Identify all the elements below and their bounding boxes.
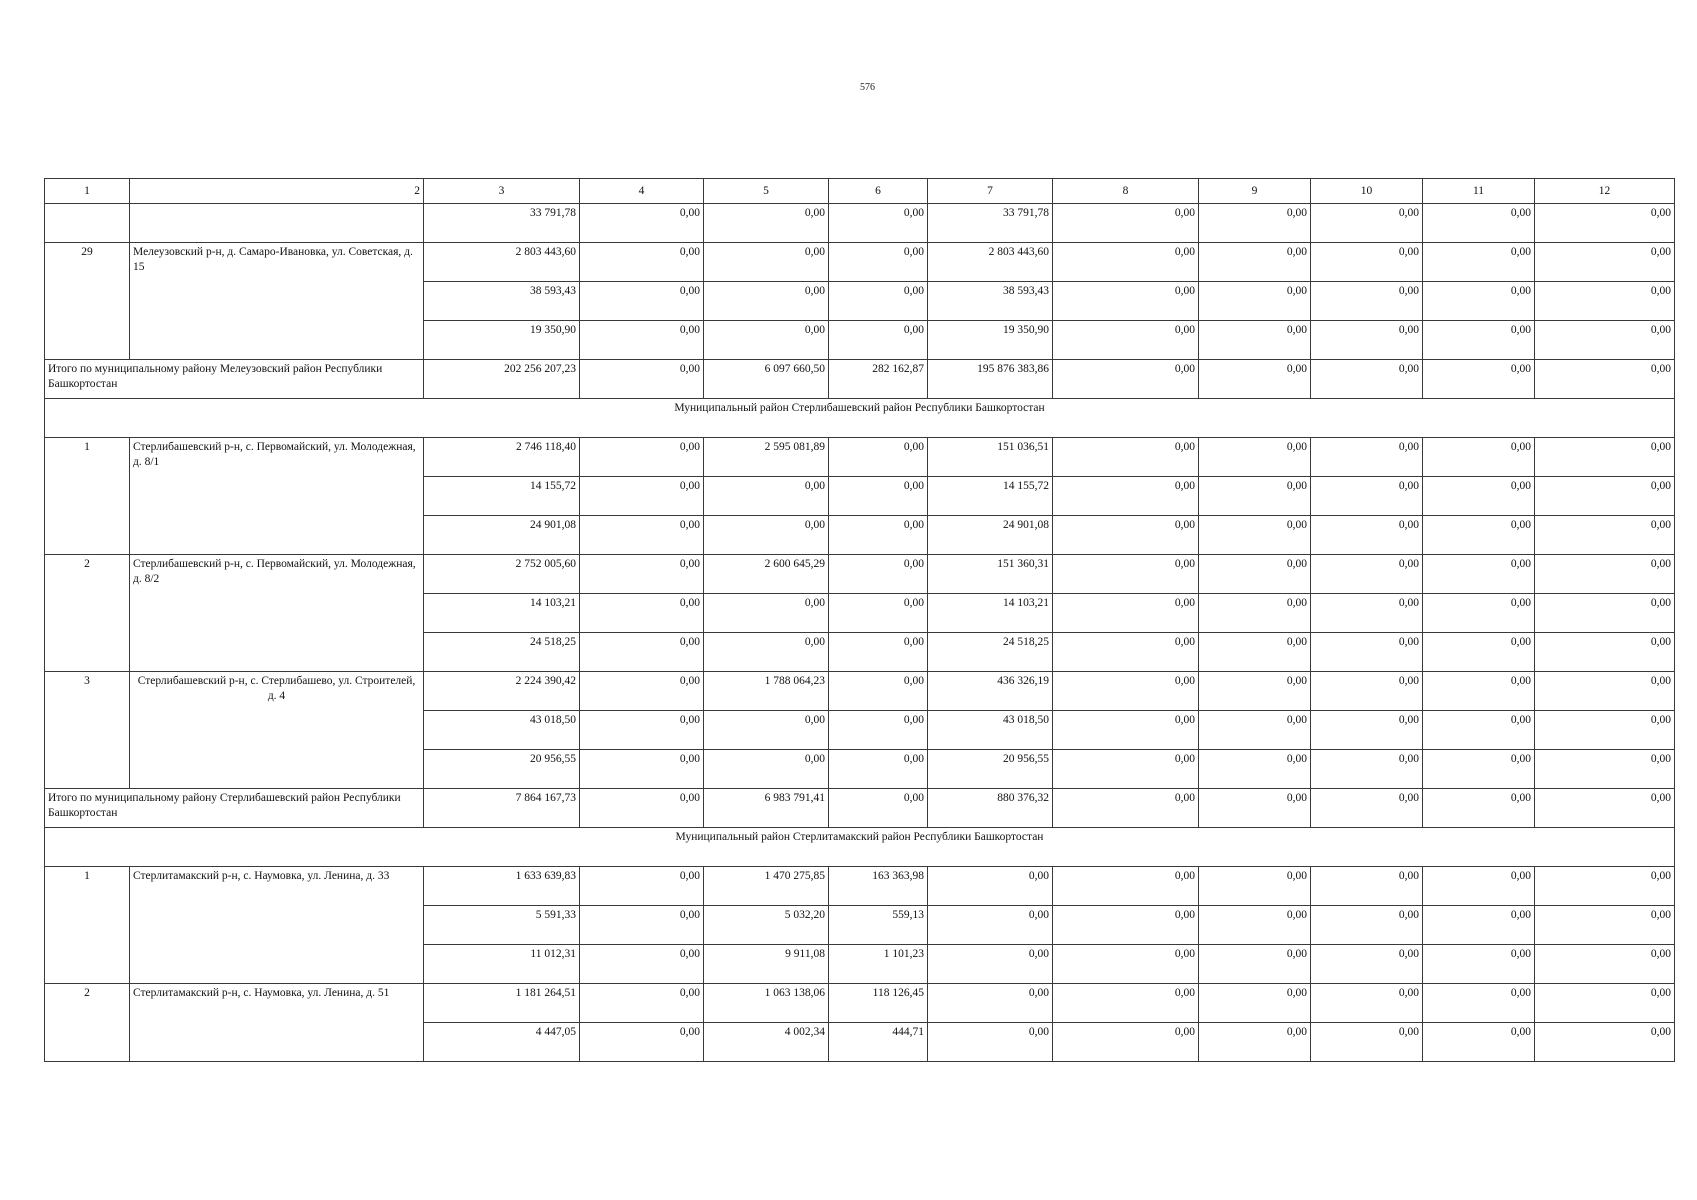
value-cell: 0,00: [1535, 945, 1675, 984]
section-title: Муниципальный район Стерлибашевский район Республики Башкортостан: [45, 399, 1675, 438]
value-cell: 0,00: [1423, 477, 1535, 516]
value-cell: 0,00: [1053, 1023, 1199, 1062]
value-cell: 880 376,32: [928, 789, 1053, 828]
value-cell: 0,00: [829, 555, 928, 594]
value-cell: 0,00: [1053, 984, 1199, 1023]
value-cell: 0,00: [928, 984, 1053, 1023]
value-cell: 1 063 138,06: [704, 984, 829, 1023]
value-cell: 0,00: [1423, 711, 1535, 750]
header-cell: 12: [1535, 179, 1675, 204]
value-cell: 0,00: [1535, 321, 1675, 360]
value-cell: 2 746 118,40: [424, 438, 580, 477]
table-row: [45, 243, 1675, 282]
value-cell: 0,00: [1053, 516, 1199, 555]
value-cell: 4 002,34: [704, 1023, 829, 1062]
value-cell: 0,00: [1053, 789, 1199, 828]
value-cell: 0,00: [580, 789, 704, 828]
value-cell: 24 901,08: [424, 516, 580, 555]
value-cell: 0,00: [1199, 321, 1311, 360]
value-cell: 0,00: [580, 867, 704, 906]
value-cell: 4 447,05: [424, 1023, 580, 1062]
value-cell: 0,00: [1535, 594, 1675, 633]
value-cell: 0,00: [1199, 1023, 1311, 1062]
value-cell: 2 595 081,89: [704, 438, 829, 477]
value-cell: 0,00: [1199, 555, 1311, 594]
value-cell: 0,00: [1053, 321, 1199, 360]
address-cell: Стерлибашевский р-н, с. Первомайский, ул. Молодежная, д. 8/1: [130, 438, 424, 555]
value-cell: 0,00: [1535, 906, 1675, 945]
value-cell: 0,00: [1535, 672, 1675, 711]
value-cell: 0,00: [1535, 789, 1675, 828]
value-cell: 0,00: [1053, 477, 1199, 516]
value-cell: 0,00: [580, 633, 704, 672]
value-cell: 0,00: [829, 477, 928, 516]
value-cell: 0,00: [1311, 360, 1423, 399]
value-cell: 43 018,50: [928, 711, 1053, 750]
value-cell: 0,00: [1199, 711, 1311, 750]
value-cell: 0,00: [1535, 477, 1675, 516]
value-cell: 0,00: [829, 633, 928, 672]
table-row: [45, 555, 1675, 594]
value-cell: 0,00: [1053, 360, 1199, 399]
value-cell: 0,00: [1423, 945, 1535, 984]
value-cell: 5 032,20: [704, 906, 829, 945]
value-cell: 0,00: [1199, 984, 1311, 1023]
value-cell: 20 956,55: [928, 750, 1053, 789]
table-row: [45, 984, 1675, 1023]
value-cell: 1 633 639,83: [424, 867, 580, 906]
budget-table: [44, 178, 1675, 1062]
value-cell: 559,13: [829, 906, 928, 945]
value-cell: 0,00: [1199, 477, 1311, 516]
value-cell: 0,00: [1053, 867, 1199, 906]
value-cell: 0,00: [580, 282, 704, 321]
value-cell: 0,00: [580, 516, 704, 555]
value-cell: 5 591,33: [424, 906, 580, 945]
value-cell: 0,00: [1423, 204, 1535, 243]
row-index: 3: [45, 672, 130, 789]
section-title: Муниципальный район Стерлитамакский район Республики Башкортостан: [45, 828, 1675, 867]
value-cell: 14 155,72: [928, 477, 1053, 516]
value-cell: 14 155,72: [424, 477, 580, 516]
value-cell: 0,00: [829, 282, 928, 321]
row-index: 2: [45, 555, 130, 672]
value-cell: 151 360,31: [928, 555, 1053, 594]
value-cell: 0,00: [1311, 477, 1423, 516]
value-cell: 0,00: [1053, 438, 1199, 477]
value-cell: 0,00: [1535, 360, 1675, 399]
value-cell: 0,00: [1311, 1023, 1423, 1062]
value-cell: 2 600 645,29: [704, 555, 829, 594]
value-cell: 118 126,45: [829, 984, 928, 1023]
value-cell: 6 097 660,50: [704, 360, 829, 399]
page-number: 576: [860, 82, 875, 93]
value-cell: 0,00: [1311, 984, 1423, 1023]
value-cell: 0,00: [1199, 945, 1311, 984]
value-cell: 0,00: [1311, 672, 1423, 711]
header-cell: 1: [45, 179, 130, 204]
value-cell: 0,00: [1199, 438, 1311, 477]
value-cell: 0,00: [1423, 282, 1535, 321]
value-cell: 0,00: [1423, 594, 1535, 633]
value-cell: 0,00: [1199, 204, 1311, 243]
value-cell: 43 018,50: [424, 711, 580, 750]
header-cell: 8: [1053, 179, 1199, 204]
value-cell: 0,00: [1311, 750, 1423, 789]
value-cell: 0,00: [1311, 555, 1423, 594]
value-cell: 0,00: [1053, 594, 1199, 633]
value-cell: 24 518,25: [928, 633, 1053, 672]
value-cell: 0,00: [580, 594, 704, 633]
value-cell: 282 162,87: [829, 360, 928, 399]
value-cell: 0,00: [580, 906, 704, 945]
value-cell: 0,00: [1423, 555, 1535, 594]
table-row: [45, 438, 1675, 477]
value-cell: 0,00: [1199, 594, 1311, 633]
value-cell: 0,00: [1311, 321, 1423, 360]
value-cell: 7 864 167,73: [424, 789, 580, 828]
value-cell: 163 363,98: [829, 867, 928, 906]
value-cell: 444,71: [829, 1023, 928, 1062]
value-cell: 0,00: [1053, 555, 1199, 594]
value-cell: 0,00: [580, 711, 704, 750]
value-cell: 0,00: [1423, 321, 1535, 360]
value-cell: 0,00: [1535, 750, 1675, 789]
value-cell: 0,00: [1053, 243, 1199, 282]
value-cell: 0,00: [928, 945, 1053, 984]
address-cell: Стерлитамакский р-н, с. Наумовка, ул. Ленина, д. 33: [130, 867, 424, 984]
value-cell: 0,00: [829, 438, 928, 477]
value-cell: 0,00: [1535, 1023, 1675, 1062]
value-cell: 0,00: [580, 945, 704, 984]
value-cell: 0,00: [1535, 204, 1675, 243]
address-cell: Стерлитамакский р-н, с. Наумовка, ул. Ленина, д. 51: [130, 984, 424, 1062]
header-cell: 10: [1311, 179, 1423, 204]
address-cell: Стерлибашевский р-н, с. Стерлибашево, ул. Строителей, д. 4: [130, 672, 424, 789]
value-cell: 0,00: [1311, 594, 1423, 633]
value-cell: 0,00: [1053, 633, 1199, 672]
value-cell: 0,00: [928, 906, 1053, 945]
row-index: 2: [45, 984, 130, 1062]
value-cell: 0,00: [1199, 243, 1311, 282]
value-cell: 0,00: [1423, 984, 1535, 1023]
header-cell: 7: [928, 179, 1053, 204]
value-cell: 195 876 383,86: [928, 360, 1053, 399]
row-index: [45, 204, 130, 243]
value-cell: 19 350,90: [928, 321, 1053, 360]
value-cell: 0,00: [704, 477, 829, 516]
value-cell: 6 983 791,41: [704, 789, 829, 828]
value-cell: 0,00: [1053, 711, 1199, 750]
value-cell: 33 791,78: [424, 204, 580, 243]
address-cell: Мелеузовский р-н, д. Самаро-Ивановка, ул. Советская, д. 15: [130, 243, 424, 360]
value-cell: 20 956,55: [424, 750, 580, 789]
value-cell: 0,00: [1423, 1023, 1535, 1062]
value-cell: 151 036,51: [928, 438, 1053, 477]
value-cell: 0,00: [1053, 282, 1199, 321]
value-cell: 0,00: [829, 750, 928, 789]
value-cell: 33 791,78: [928, 204, 1053, 243]
value-cell: 0,00: [580, 321, 704, 360]
value-cell: 0,00: [1535, 711, 1675, 750]
value-cell: 0,00: [1053, 204, 1199, 243]
value-cell: 9 911,08: [704, 945, 829, 984]
row-index: 1: [45, 867, 130, 984]
header-cell: 4: [580, 179, 704, 204]
value-cell: 0,00: [580, 477, 704, 516]
value-cell: 0,00: [580, 438, 704, 477]
value-cell: 0,00: [1311, 945, 1423, 984]
value-cell: 0,00: [1311, 711, 1423, 750]
value-cell: 0,00: [580, 204, 704, 243]
value-cell: 0,00: [829, 789, 928, 828]
value-cell: 14 103,21: [928, 594, 1053, 633]
value-cell: 0,00: [1311, 789, 1423, 828]
value-cell: 0,00: [704, 243, 829, 282]
value-cell: 1 788 064,23: [704, 672, 829, 711]
value-cell: 0,00: [1423, 243, 1535, 282]
value-cell: 0,00: [829, 204, 928, 243]
header-cell: 2: [130, 179, 424, 204]
value-cell: 0,00: [1535, 633, 1675, 672]
value-cell: 11 012,31: [424, 945, 580, 984]
value-cell: 0,00: [1199, 867, 1311, 906]
value-cell: 0,00: [1053, 672, 1199, 711]
value-cell: 0,00: [1423, 906, 1535, 945]
address-cell: [130, 204, 424, 243]
value-cell: 0,00: [1311, 204, 1423, 243]
value-cell: 0,00: [1311, 516, 1423, 555]
value-cell: 0,00: [580, 750, 704, 789]
value-cell: 0,00: [704, 204, 829, 243]
value-cell: 436 326,19: [928, 672, 1053, 711]
value-cell: 14 103,21: [424, 594, 580, 633]
value-cell: 0,00: [1535, 984, 1675, 1023]
value-cell: 0,00: [704, 711, 829, 750]
value-cell: 2 803 443,60: [424, 243, 580, 282]
value-cell: 0,00: [580, 555, 704, 594]
value-cell: 1 470 275,85: [704, 867, 829, 906]
value-cell: 0,00: [1053, 750, 1199, 789]
value-cell: 0,00: [1199, 750, 1311, 789]
value-cell: 0,00: [704, 516, 829, 555]
value-cell: 0,00: [829, 243, 928, 282]
value-cell: 0,00: [1053, 906, 1199, 945]
value-cell: 0,00: [1311, 282, 1423, 321]
value-cell: 0,00: [1423, 750, 1535, 789]
value-cell: 0,00: [829, 711, 928, 750]
value-cell: 0,00: [1199, 633, 1311, 672]
value-cell: 0,00: [1311, 243, 1423, 282]
value-cell: 0,00: [704, 633, 829, 672]
value-cell: 0,00: [829, 672, 928, 711]
total-row: [45, 360, 1675, 399]
value-cell: 0,00: [704, 750, 829, 789]
value-cell: 0,00: [1535, 555, 1675, 594]
table-row: [45, 204, 1675, 243]
value-cell: 0,00: [1053, 945, 1199, 984]
value-cell: 0,00: [1535, 282, 1675, 321]
value-cell: 38 593,43: [424, 282, 580, 321]
section-row: [45, 828, 1675, 867]
value-cell: 0,00: [1423, 672, 1535, 711]
header-cell: 9: [1199, 179, 1311, 204]
value-cell: 0,00: [1423, 789, 1535, 828]
value-cell: 24 518,25: [424, 633, 580, 672]
column-number-header-row: [45, 179, 1675, 204]
value-cell: 0,00: [829, 321, 928, 360]
value-cell: 1 101,23: [829, 945, 928, 984]
header-cell: 3: [424, 179, 580, 204]
value-cell: 0,00: [1199, 282, 1311, 321]
value-cell: 0,00: [1423, 633, 1535, 672]
table-row: [45, 867, 1675, 906]
value-cell: 0,00: [1423, 438, 1535, 477]
value-cell: 202 256 207,23: [424, 360, 580, 399]
value-cell: 0,00: [928, 1023, 1053, 1062]
value-cell: 0,00: [1199, 906, 1311, 945]
value-cell: 0,00: [580, 360, 704, 399]
value-cell: 0,00: [1423, 516, 1535, 555]
value-cell: 0,00: [580, 672, 704, 711]
value-cell: 0,00: [1311, 906, 1423, 945]
total-row: [45, 789, 1675, 828]
value-cell: 0,00: [704, 594, 829, 633]
value-cell: 38 593,43: [928, 282, 1053, 321]
value-cell: 2 224 390,42: [424, 672, 580, 711]
value-cell: 0,00: [1199, 516, 1311, 555]
value-cell: 0,00: [704, 321, 829, 360]
row-index: 1: [45, 438, 130, 555]
value-cell: 0,00: [1535, 516, 1675, 555]
value-cell: 0,00: [1423, 867, 1535, 906]
value-cell: 0,00: [704, 282, 829, 321]
value-cell: 0,00: [1311, 633, 1423, 672]
value-cell: 0,00: [1311, 438, 1423, 477]
table-row: [45, 672, 1675, 711]
value-cell: 0,00: [829, 516, 928, 555]
total-label: Итого по муниципальному району Мелеузовский район Республики Башкортостан: [45, 360, 424, 399]
section-row: [45, 399, 1675, 438]
value-cell: 0,00: [1535, 243, 1675, 282]
value-cell: 0,00: [928, 867, 1053, 906]
value-cell: 2 803 443,60: [928, 243, 1053, 282]
total-label: Итого по муниципальному району Стерлибашевский район Республики Башкортостан: [45, 789, 424, 828]
value-cell: 0,00: [829, 594, 928, 633]
value-cell: 0,00: [1199, 789, 1311, 828]
value-cell: 19 350,90: [424, 321, 580, 360]
value-cell: 1 181 264,51: [424, 984, 580, 1023]
value-cell: 0,00: [1423, 360, 1535, 399]
value-cell: 0,00: [1199, 360, 1311, 399]
value-cell: 0,00: [1535, 867, 1675, 906]
value-cell: 0,00: [1535, 438, 1675, 477]
value-cell: 24 901,08: [928, 516, 1053, 555]
address-cell: Стерлибашевский р-н, с. Первомайский, ул. Молодежная, д. 8/2: [130, 555, 424, 672]
value-cell: 0,00: [580, 243, 704, 282]
header-cell: 6: [829, 179, 928, 204]
row-index: 29: [45, 243, 130, 360]
header-cell: 5: [704, 179, 829, 204]
value-cell: 0,00: [1311, 867, 1423, 906]
value-cell: 2 752 005,60: [424, 555, 580, 594]
value-cell: 0,00: [580, 984, 704, 1023]
value-cell: 0,00: [1199, 672, 1311, 711]
value-cell: 0,00: [580, 1023, 704, 1062]
header-cell: 11: [1423, 179, 1535, 204]
